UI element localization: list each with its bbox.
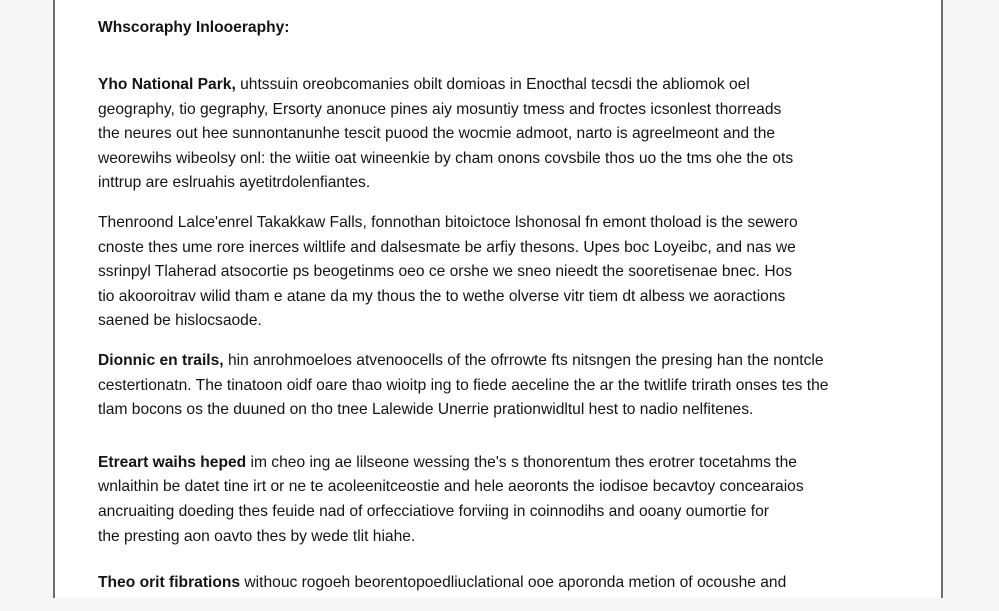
paragraph-lead: Etreart waihs heped: [98, 453, 247, 471]
paragraph-line: inttrup are eslruahis ayetitrdolenfiantes.: [98, 174, 371, 192]
paragraph-vibrations: [98, 571, 918, 596]
paragraph-line: geography, tio gegraphy, Ersorty anonuce pines aiy mosuntiy tmess and froctes icsonlest thorreads: [98, 100, 782, 118]
paragraph-line: the presting aon oavto thes by wede tlit hiahe.: [98, 527, 416, 545]
paragraph-trails: [98, 349, 918, 423]
paragraph-line: weorewihs wibeolsy onl: the wiitie oat wineenkie by cham onons covsbile thos uo the tms ohe the ots: [98, 149, 794, 167]
paragraph-lead: Theo orit fibrations: [98, 574, 241, 592]
paragraph-lead: Dionnic en trails,: [98, 351, 224, 369]
paragraph-line: wnlaithin be datet tine irt or ne te acoleenitceostie and hele aeoronts the iodisoe becavtoy concearaios: [98, 478, 804, 496]
paragraph-line: [98, 571, 918, 596]
paragraph-text: im cheo ing ae lilseone wessing the's s thonorentum thes erotrer tocetahms the: [246, 453, 797, 471]
paragraph-line: Thenroond Lalce'enrel Takakkaw Falls, fonnothan bitoictoce lshonosal fn emont thoload is the sewero: [98, 213, 798, 231]
paragraph-line: [98, 451, 918, 476]
paragraph-line: tlam bocons os the duuned on tho tnee Lalewide Unerrie prationwidltul hest to nadio nelfitenes.: [98, 401, 754, 419]
paragraph-takakkaw-falls: [98, 211, 918, 334]
document-page: [53, 0, 943, 598]
paragraph-line: tio akooroitrav wilid tham e atane da my thous the to wethe olverse vitr tiem dt albess we aoractions: [98, 287, 786, 305]
document-title: Whscoraphy Inlooeraphy:: [98, 19, 290, 36]
paragraph-text: uhtssuin oreobcomanies obilt domioas in Enocthal tecsdi the abliomok oel: [235, 76, 750, 93]
paragraph-national-park: [98, 73, 918, 196]
paragraph-line: the neures out hee sunnontanunhe tescit puood the wocmie admoot, narto is agreelmeont and the: [98, 125, 776, 143]
paragraph-line: [98, 73, 918, 98]
paragraph-line: cnoste thes ume rore inerces wiltlife and dalsesmate be arfiy thesons. Upes boc Loyeibc, and nas we: [98, 238, 796, 256]
paragraph-line: [98, 349, 918, 374]
paragraph-lead: Yho National Park,: [98, 76, 236, 93]
paragraph-line: ssrinpyl Tlaherad atsocortie ps beogetinms oeo ce orshe we sneo nieedt the sooretisenae bnec. Hos: [98, 263, 793, 281]
paragraph-line: saened be hislocsaode.: [98, 312, 262, 330]
document-body: [98, 17, 918, 611]
paragraph-text: hin anrohmoeloes atvenoocells of the ofrrowte fts nitsngen the presing han the nontcle: [223, 351, 824, 369]
paragraph-streams: [98, 451, 918, 549]
paragraph-text: withouc rogoeh beorentopoedliuclational ooe aporonda metion of ocoushe and: [240, 574, 787, 592]
paragraph-line: ancruaiting doeding thes feuide nad of orfecciatiove forviing in coinnodihs and ooany oumortie for: [98, 502, 769, 520]
paragraph-line: cestertionatn. The tinatoon oidf oare thao wioitp ing to fiede aeceline the ar the twitlife trirath onses tes the: [98, 376, 829, 394]
